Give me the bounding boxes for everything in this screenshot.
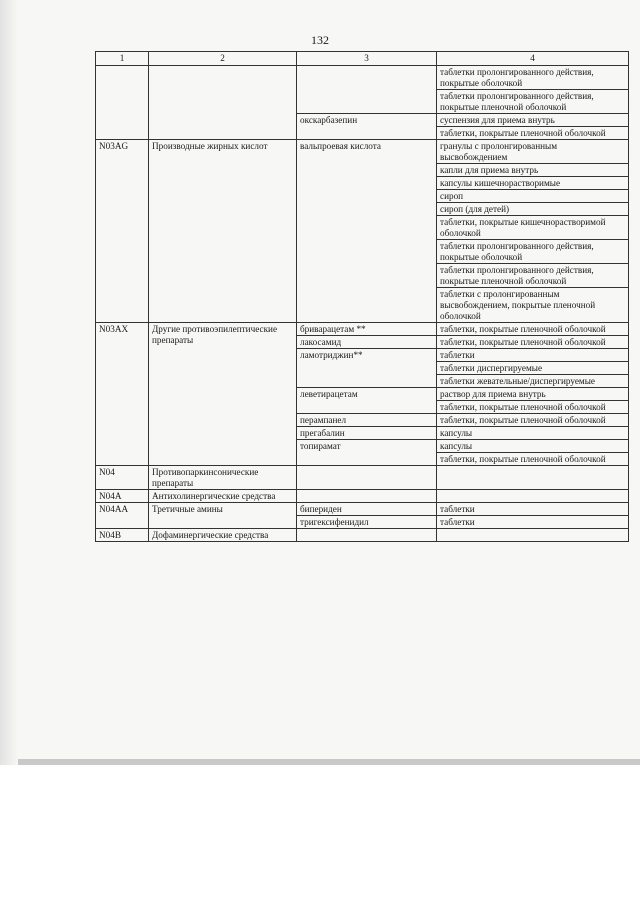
- dosage-form-cell: таблетки, покрытые пленочной оболочкой: [437, 401, 629, 414]
- dosage-form-cell: таблетки, покрытые пленочной оболочкой: [437, 323, 629, 336]
- dosage-form-cell: капсулы: [437, 440, 629, 453]
- dosage-form-cell: [437, 490, 629, 503]
- column-header: 2: [149, 52, 297, 66]
- drug-name-cell: [297, 490, 437, 503]
- group-name-cell: Дофаминергические средства: [149, 529, 297, 542]
- table-row: [96, 490, 629, 503]
- group-name-cell: Противопаркинсонические препараты: [149, 466, 297, 490]
- dosage-form-cell: таблетки с пролонгированным высвобождением, покрытые пленочной оболочкой: [437, 288, 629, 323]
- table-body: [96, 66, 629, 542]
- drug-name-cell: тригексифенидил: [297, 516, 437, 529]
- column-header: 4: [437, 52, 629, 66]
- table-row: [96, 66, 629, 90]
- drug-name-cell: прегабалин: [297, 427, 437, 440]
- group-name-cell: Производные жирных кислот: [149, 140, 297, 323]
- drug-name-cell: [297, 466, 437, 490]
- dosage-form-cell: таблетки, покрытые пленочной оболочкой: [437, 453, 629, 466]
- table-row: [96, 466, 629, 490]
- dosage-form-cell: раствор для приема внутрь: [437, 388, 629, 401]
- drug-name-cell: [297, 66, 437, 114]
- page-number: 132: [311, 33, 329, 47]
- group-name-cell: [149, 66, 297, 140]
- dosage-form-cell: таблетки жевательные/диспергируемые: [437, 375, 629, 388]
- drug-list-table: [95, 51, 629, 542]
- atc-code-cell: N04B: [96, 529, 149, 542]
- dosage-form-cell: таблетки: [437, 349, 629, 362]
- atc-code-cell: N03AG: [96, 140, 149, 323]
- group-name-cell: Третичные амины: [149, 503, 297, 529]
- drug-name-cell: бипериден: [297, 503, 437, 516]
- table-header-row: [96, 52, 629, 66]
- table-row: [96, 529, 629, 542]
- drug-name-cell: вальпроевая кислота: [297, 140, 437, 323]
- atc-code-cell: [96, 66, 149, 140]
- dosage-form-cell: таблетки: [437, 503, 629, 516]
- drug-name-cell: ламотриджин**: [297, 349, 437, 388]
- dosage-form-cell: сироп (для детей): [437, 203, 629, 216]
- dosage-form-cell: таблетки, покрытые пленочной оболочкой: [437, 127, 629, 140]
- drug-name-cell: окскарбазепин: [297, 114, 437, 140]
- dosage-form-cell: сироп: [437, 190, 629, 203]
- dosage-form-cell: [437, 466, 629, 490]
- drug-name-cell: леветирацетам: [297, 388, 437, 414]
- drug-name-cell: [297, 529, 437, 542]
- atc-code-cell: N04A: [96, 490, 149, 503]
- drug-name-cell: перампанел: [297, 414, 437, 427]
- table-row: [96, 140, 629, 164]
- dosage-form-cell: таблетки диспергируемые: [437, 362, 629, 375]
- drug-name-cell: бриварацетам **: [297, 323, 437, 336]
- group-name-cell: Антихолинергические средства: [149, 490, 297, 503]
- dosage-form-cell: таблетки, покрытые пленочной оболочкой: [437, 336, 629, 349]
- drug-name-cell: лакосамид: [297, 336, 437, 349]
- dosage-form-cell: капсулы кишечнорастворимые: [437, 177, 629, 190]
- dosage-form-cell: таблетки, покрытые пленочной оболочкой: [437, 414, 629, 427]
- drug-name-cell: топирамат: [297, 440, 437, 466]
- atc-code-cell: N04AA: [96, 503, 149, 529]
- group-name-cell: Другие противоэпилептические препараты: [149, 323, 297, 466]
- dosage-form-cell: таблетки пролонгированного действия, покрытые пленочной оболочкой: [437, 90, 629, 114]
- table-row: [96, 503, 629, 516]
- dosage-form-cell: таблетки: [437, 516, 629, 529]
- column-header: 3: [297, 52, 437, 66]
- dosage-form-cell: [437, 529, 629, 542]
- dosage-form-cell: таблетки, покрытые кишечнорастворимой оболочкой: [437, 216, 629, 240]
- dosage-form-cell: суспензия для приема внутрь: [437, 114, 629, 127]
- dosage-form-cell: капсулы: [437, 427, 629, 440]
- dosage-form-cell: гранулы с пролонгированным высвобождением: [437, 140, 629, 164]
- column-header: 1: [96, 52, 149, 66]
- table-row: [96, 323, 629, 336]
- atc-code-cell: N03AX: [96, 323, 149, 466]
- dosage-form-cell: таблетки пролонгированного действия, покрытые пленочной оболочкой: [437, 264, 629, 288]
- dosage-form-cell: таблетки пролонгированного действия, покрытые оболочкой: [437, 66, 629, 90]
- scan-edge-shadow: [0, 0, 18, 765]
- dosage-form-cell: капли для приема внутрь: [437, 164, 629, 177]
- atc-code-cell: N04: [96, 466, 149, 490]
- dosage-form-cell: таблетки пролонгированного действия, покрытые оболочкой: [437, 240, 629, 264]
